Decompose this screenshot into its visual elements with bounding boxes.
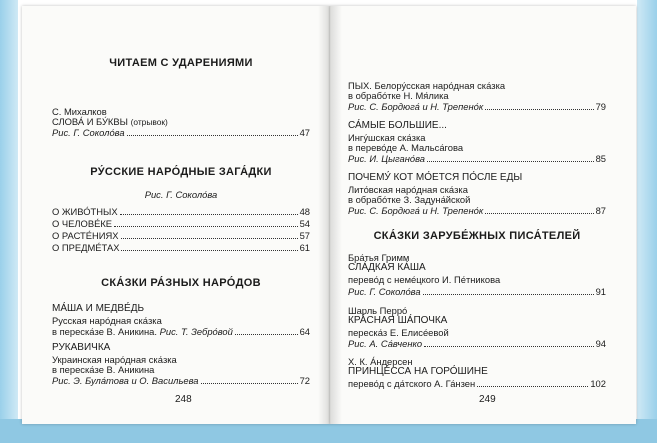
page-ref: 48: [299, 206, 310, 217]
entry-line: в перево́де А. Мальса́гова: [348, 142, 464, 153]
left-page: [22, 6, 330, 424]
page-ref: 61: [299, 242, 310, 253]
page-ref: 47: [299, 127, 310, 138]
page-ref: 85: [595, 153, 606, 164]
book-cover-edge-left: [0, 0, 18, 443]
page-ref: 94: [595, 338, 606, 349]
entry-line: Белору́сская наро́дная ска́зка: [374, 80, 506, 91]
section-heading-stress: ЧИТАЕМ С УДАРЕНИЯМИ: [109, 57, 253, 69]
entry-title: ПОЧЕМУ́ КОТ МО́ЕТСЯ ПО́СЛЕ ЕДЫ: [348, 172, 523, 183]
page-ref: 64: [299, 326, 310, 337]
illustrator: Рис. Г. Соколо́ва: [52, 127, 125, 138]
entry-title: ПЫХ.: [348, 80, 372, 91]
page-ref: 79: [595, 101, 606, 112]
leader-dots: [201, 382, 298, 384]
entry-title: СЛА́ДКАЯ КА́ША: [348, 262, 426, 273]
section-heading-folk-tales: СКА́ЗКИ РА́ЗНЫХ НАРО́ДОВ: [101, 277, 261, 289]
entry-note: (отрывок): [130, 117, 168, 127]
entry-line: переска́з Е. Елисе́евой: [348, 327, 449, 338]
page-ref: 57: [299, 230, 310, 241]
toc-entry[interactable]: [348, 378, 606, 389]
section-heading-riddles: РУ́ССКИЕ НАРО́ДНЫЕ ЗАГА́ДКИ: [90, 166, 272, 178]
toc-entry[interactable]: [348, 153, 606, 164]
leader-dots: [427, 160, 594, 162]
illustrator: Рис. А. Са́вченко: [348, 338, 423, 349]
toc-entry[interactable]: [348, 205, 606, 216]
entry-line: Лито́вская наро́дная ска́зка: [348, 184, 468, 195]
page-ref: 72: [299, 375, 310, 386]
entry-line: Русская наро́дная ска́зка: [52, 315, 162, 326]
toc-entry[interactable]: [52, 375, 310, 386]
entry-title: ПРИНЦЕ́ССА НА ГОРО́ШИНЕ: [348, 366, 488, 377]
toc-entry[interactable]: [52, 218, 310, 229]
toc-entry[interactable]: [52, 230, 310, 241]
toc-entry[interactable]: [52, 127, 310, 138]
entry-line: Украинская наро́дная ска́зка: [52, 354, 177, 365]
toc-entry[interactable]: [348, 286, 606, 297]
leader-dots: [423, 293, 594, 295]
illustrator: Рис. С. Бордюга́ и Н. Трепено́к: [348, 205, 484, 216]
page-number: 249: [479, 394, 496, 405]
entry-line: перево́д с неме́цкого И. Пе́тникова: [348, 274, 501, 285]
entry-title: О ЖИВО́ТНЫХ: [52, 206, 118, 217]
leader-dots: [114, 225, 297, 227]
page-ref: 91: [595, 286, 606, 297]
leader-dots: [121, 237, 298, 239]
right-page: [330, 6, 636, 424]
entry-title: РУКАВИЧКА: [52, 342, 111, 353]
leader-dots: [120, 213, 298, 215]
toc-entry[interactable]: [52, 206, 310, 217]
toc-entry[interactable]: [348, 101, 606, 112]
entry-title: СА́МЫЕ БОЛЬШИЕ...: [348, 120, 447, 131]
section-illustrator: Рис. Г. Соколо́ва: [144, 189, 218, 200]
leader-dots: [424, 345, 593, 347]
leader-dots: [121, 249, 297, 251]
illustrator: Рис. Э. Була́това и О. Васильева: [52, 375, 199, 386]
entry-line: Ингу́шская ска́зка: [348, 132, 426, 143]
entry-title: МА́ША И МЕДВЕ́ДЬ: [52, 303, 145, 314]
toc-entry[interactable]: [52, 242, 310, 253]
page-number: 248: [175, 394, 192, 405]
entry-line: перево́д с да́тского А. Га́нзен: [348, 378, 476, 389]
entry-title: О ПРЕДМЕ́ТАХ: [52, 242, 120, 253]
entry-title: СЛОВА́ И БУ́КВЫ: [52, 116, 128, 127]
entry-title: КРА́СНАЯ ША́ПОЧКА: [348, 315, 448, 326]
toc-entry[interactable]: [348, 338, 606, 349]
illustrator: Рис. И. Цыгано́ва: [348, 153, 425, 164]
page-ref: 102: [590, 378, 606, 389]
illustrator: Рис. Т. Зебро́вой: [159, 326, 233, 337]
leader-dots: [477, 385, 588, 387]
author: Х. К. А́ндерсен: [348, 356, 413, 367]
leader-dots: [235, 333, 298, 335]
leader-dots: [485, 212, 593, 214]
author: Шарль Перро́: [348, 305, 408, 316]
entry-line: в обрабо́тке З. Задуна́йской: [348, 194, 471, 205]
author: Бра́тья Гримм: [348, 252, 410, 263]
entry-title: О РАСТЕ́НИЯХ: [52, 230, 119, 241]
toc-entry[interactable]: [52, 326, 310, 337]
entry-line: в переска́зе В. Аникина.: [52, 326, 157, 337]
page-ref: 54: [299, 218, 310, 229]
page-ref: 87: [595, 205, 606, 216]
book-cover-edge-right: [637, 0, 657, 443]
author: С. Михалков: [52, 106, 107, 117]
illustrator: Рис. Г. Соколо́ва: [348, 286, 421, 297]
section-heading-foreign-writers: СКА́ЗКИ ЗАРУБЕ́ЖНЫХ ПИСА́ТЕЛЕЙ: [373, 230, 581, 242]
illustrator: Рис. С. Бордюга́ и Н. Трепено́к: [348, 101, 484, 112]
entry-title: О ЧЕЛОВЕ́КЕ: [52, 218, 113, 229]
leader-dots: [485, 108, 593, 110]
entry-line: в обрабо́тке Н. Мя́лика: [348, 90, 449, 101]
entry-line: в переска́зе В. Аникина: [52, 364, 155, 375]
leader-dots: [127, 134, 298, 136]
book-gutter: [318, 6, 342, 424]
